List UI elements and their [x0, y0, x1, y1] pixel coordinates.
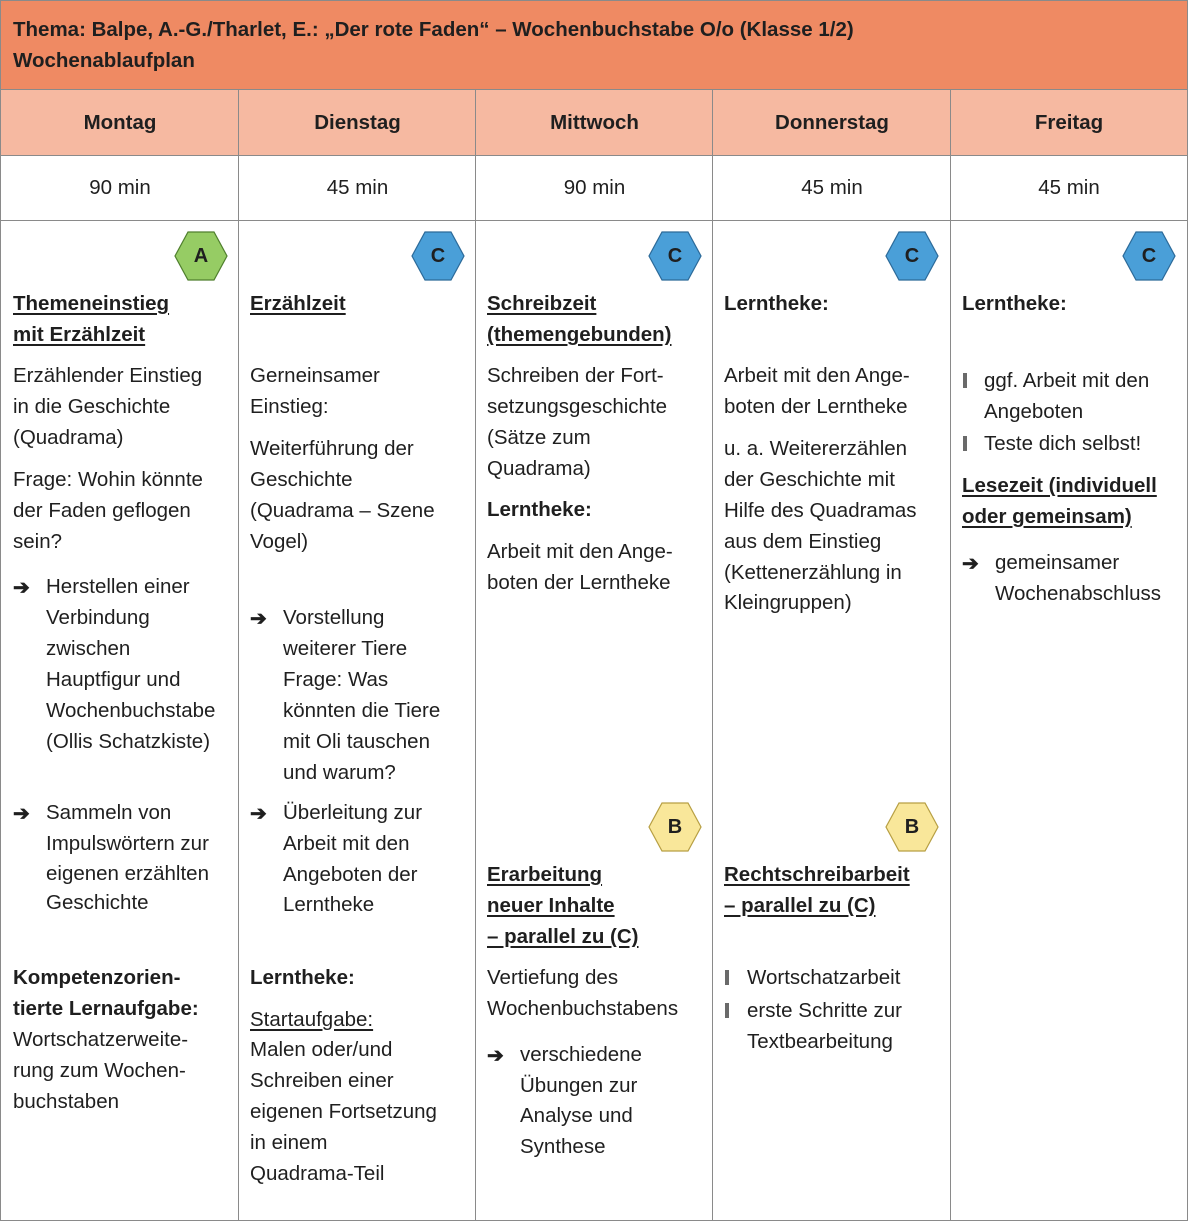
text-line: Wochenbuchstabens	[487, 997, 679, 1020]
bold-label: Kompetenzorien-	[13, 966, 181, 989]
text-line: Arbeit mit den Ange-	[487, 540, 673, 563]
text-line: verschiedene	[520, 1043, 642, 1066]
text-line: setzungsgeschichte	[487, 395, 668, 418]
text-line: Malen oder/und	[250, 1038, 393, 1061]
bold-label: Lerntheke:	[250, 966, 355, 989]
text-line: buchstaben	[13, 1090, 120, 1113]
text-line: Quadrama)	[487, 457, 591, 480]
column-freitag	[951, 221, 1187, 1221]
column-donnerstag	[713, 221, 950, 1221]
text-line: aus dem Einstieg	[724, 530, 882, 553]
text-line: und warum?	[283, 761, 396, 784]
text-line: Hauptfigur und	[46, 668, 181, 691]
text-line: Vogel)	[250, 530, 309, 553]
column-dienstag	[239, 221, 475, 1221]
text-line: Frage: Was	[283, 668, 389, 691]
text-line: mit Oli tauschen	[283, 730, 430, 753]
day-row	[1, 90, 1187, 156]
table-header	[1, 1, 1187, 90]
text-line: Wochenabschluss	[995, 582, 1161, 605]
text-line: könnten die Tiere	[283, 699, 441, 722]
text-line: Sammeln von	[46, 801, 172, 824]
text-line: Wortschatzerweite-	[13, 1028, 189, 1051]
day-dienstag: Dienstag	[314, 110, 401, 134]
plan-title: Wochenablaufplan	[13, 49, 195, 72]
arrow-right-icon: ➔	[13, 577, 30, 599]
text-line: Frage: Wohin könnte	[13, 468, 203, 491]
text-line: Weiterführung der	[250, 437, 414, 460]
bold-label: Lerntheke:	[724, 292, 829, 315]
badge-b-icon: B	[885, 802, 939, 852]
arrow-right-icon: ➔	[962, 553, 979, 575]
text-line: erste Schritte zur	[747, 999, 902, 1022]
session-heading: neuer Inhalte	[487, 894, 615, 917]
topic-title: Thema: Balpe, A.-G./Tharlet, E.: „Der rote Faden“ – Wochenbuchstabe O/o (Klasse 1/2)	[13, 18, 854, 41]
duration-mittwoch: 90 min	[563, 176, 626, 199]
badge-a-icon: A	[174, 231, 228, 281]
text-line: (Kettenerzählung in	[724, 561, 902, 584]
duration-montag: 90 min	[89, 176, 151, 199]
text-line: Quadrama-Teil	[250, 1162, 385, 1185]
duration-freitag: 45 min	[1038, 176, 1100, 199]
text-line: Kleingruppen)	[724, 591, 852, 614]
badge-c-icon: C	[648, 231, 702, 281]
arrow-right-icon: ➔	[487, 1045, 504, 1067]
session-heading: Lesezeit (individuell	[962, 474, 1157, 497]
badge-c-icon: C	[411, 231, 465, 281]
text-line: Schreiben einer	[250, 1069, 394, 1092]
session-heading: – parallel zu (C)	[487, 925, 639, 948]
text-line: Arbeit mit den	[283, 832, 410, 855]
bold-label: Lerntheke:	[962, 292, 1067, 315]
session-heading: Erarbeitung	[487, 863, 603, 886]
session-heading: Themeneinstieg	[13, 292, 170, 315]
text-line: (Sätze zum	[487, 426, 591, 449]
text-line: boten der Lerntheke	[487, 571, 671, 594]
text-line: Teste dich selbst!	[984, 432, 1142, 455]
text-line: Vertiefung des	[487, 966, 619, 989]
text-line: Lerntheke	[283, 893, 375, 916]
session-heading: (themengebunden)	[487, 323, 672, 346]
text-line: (Quadrama – Szene	[250, 499, 435, 522]
bold-label: tierte Lernaufgabe:	[13, 997, 199, 1020]
text-line: Vorstellung	[283, 606, 385, 629]
text-line: Wochenbuchstabe	[46, 699, 216, 722]
text-line: eigenen Fortsetzung	[250, 1100, 437, 1123]
session-heading: mit Erzählzeit	[13, 323, 146, 346]
text-line: Angeboten	[984, 400, 1084, 423]
text-line: Schreiben der Fort-	[487, 364, 664, 387]
text-line: Textbearbeitung	[747, 1030, 893, 1053]
text-line: sein?	[13, 530, 63, 553]
bullet-marker	[725, 970, 729, 985]
text-line: Geschichte	[250, 468, 353, 491]
arrow-right-icon: ➔	[250, 608, 267, 630]
text-line: Synthese	[520, 1135, 606, 1158]
bold-label: Lerntheke:	[487, 498, 592, 521]
text-line: Wortschatzarbeit	[747, 966, 901, 989]
text-line: in einem	[250, 1131, 328, 1154]
text-line: Analyse und	[520, 1104, 633, 1127]
text-line: (Quadrama)	[13, 426, 124, 449]
bullet-marker	[725, 1003, 729, 1018]
column-mittwoch	[476, 221, 712, 1221]
text-line: in die Geschichte	[13, 395, 171, 418]
badge-c-icon: C	[885, 231, 939, 281]
text-line: gemeinsamer	[995, 551, 1120, 574]
session-heading: Rechtschreibarbeit	[724, 863, 910, 886]
text-line: Verbindung	[46, 606, 150, 629]
column-montag	[1, 221, 238, 1221]
text-line: rung zum Wochen-	[13, 1059, 186, 1082]
text-line: u. a. Weitererzählen	[724, 437, 908, 460]
text-line: der Geschichte mit	[724, 468, 895, 491]
badge-c-icon: C	[1122, 231, 1176, 281]
duration-dienstag: 45 min	[326, 176, 389, 199]
day-montag: Montag	[83, 110, 157, 134]
text-line: Herstellen einer	[46, 575, 190, 598]
text-line: Hilfe des Quadramas	[724, 499, 917, 522]
text-line: zwischen	[46, 637, 131, 660]
text-line: weiterer Tiere	[283, 637, 408, 660]
text-line: Einstieg:	[250, 395, 329, 418]
day-freitag: Freitag	[1034, 110, 1104, 134]
duration-donnerstag: 45 min	[801, 176, 863, 199]
text-line: Geschichte	[46, 891, 149, 914]
session-heading: Erzählzeit	[250, 292, 346, 315]
text-line: Überleitung zur	[283, 801, 423, 824]
text-line: (Ollis Schatzkiste)	[46, 730, 211, 753]
text-line: Arbeit mit den Ange-	[724, 364, 910, 387]
session-heading: Schreibzeit	[487, 292, 597, 315]
text-line: ggf. Arbeit mit den	[984, 369, 1150, 392]
text-line: boten der Lerntheke	[724, 395, 908, 418]
text-line: der Faden geflogen	[13, 499, 191, 522]
day-donnerstag: Donnerstag	[775, 110, 889, 134]
text-line: Impulswörtern zur	[46, 832, 209, 855]
day-mittwoch: Mittwoch	[550, 110, 639, 134]
text-line: eigenen erzählten	[46, 862, 209, 885]
bullet-marker	[963, 436, 967, 451]
underlined-label: Startaufgabe:	[250, 1008, 374, 1031]
arrow-right-icon: ➔	[250, 803, 267, 825]
text-line: Gerneinsamer	[250, 364, 380, 387]
session-heading: – parallel zu (C)	[724, 894, 876, 917]
text-line: Übungen zur	[520, 1074, 638, 1097]
duration-row	[1, 156, 1187, 221]
badge-b-icon: B	[648, 802, 702, 852]
text-line: Angeboten der	[283, 863, 418, 886]
text-line: Erzählender Einstieg	[13, 364, 203, 387]
bullet-marker	[963, 373, 967, 388]
arrow-right-icon: ➔	[13, 803, 30, 825]
session-heading: oder gemeinsam)	[962, 505, 1132, 528]
